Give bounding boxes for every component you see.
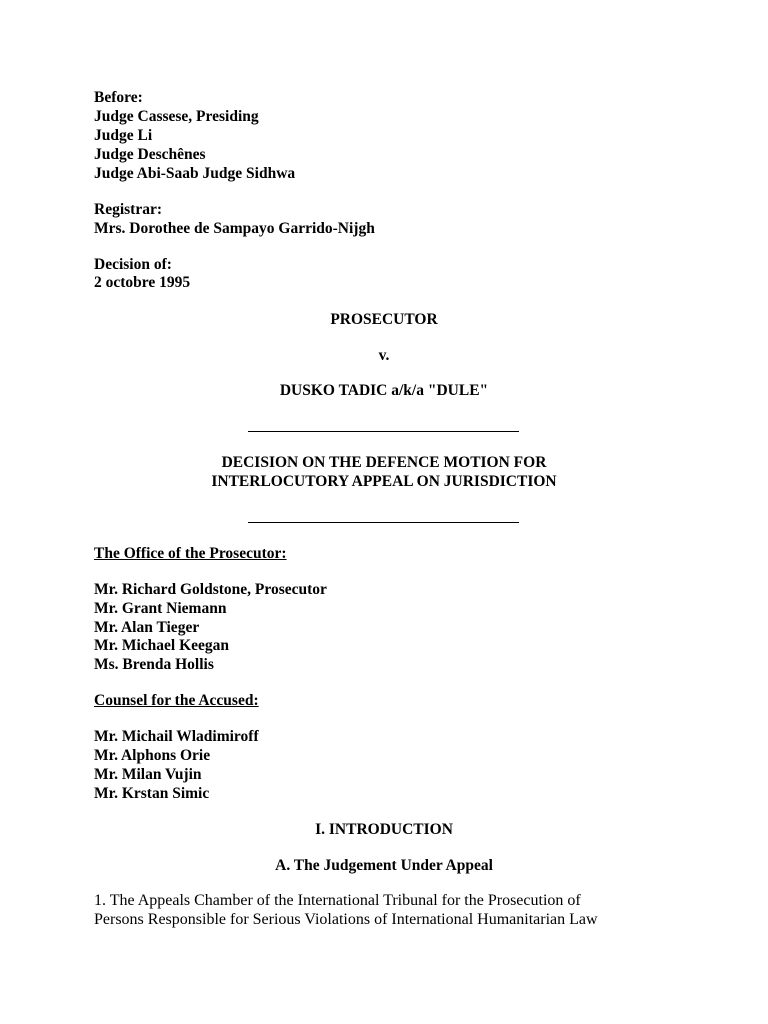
decision-title-line1: DECISION ON THE DEFENCE MOTION FOR [221,454,547,471]
party-prosecutor: PROSECUTOR [330,311,438,328]
prosecution-member: Mr. Grant Niemann [94,600,227,617]
defence-member: Mr. Alphons Orie [94,747,211,764]
party-accused: DUSKO TADIC a/k/a "DULE" [279,382,489,399]
judge-li: Judge Li [94,127,153,144]
prosecution-member: Ms. Brenda Hollis [94,656,214,673]
prosecution-member: Mr. Michael Keegan [94,637,230,654]
judge-deschenes: Judge Deschênes [94,146,206,163]
section-heading: I. INTRODUCTION [315,821,453,838]
divider-bottom [248,522,519,523]
body-paragraph-line2: Persons Responsible for Serious Violations of International Humanitarian Law [94,911,598,928]
judge-presiding: Judge Cassese, Presiding [94,108,259,125]
defence-heading: Counsel for the Accused: [94,692,259,709]
registrar-heading: Registrar: [94,201,162,218]
defence-member: Mr. Krstan Simic [94,785,210,802]
defence-member: Mr. Michail Wladimiroff [94,728,259,745]
decision-date: 2 octobre 1995 [94,274,191,291]
decision-title-line2: INTERLOCUTORY APPEAL ON JURISDICTION [211,473,557,490]
prosecution-member: Mr. Alan Tieger [94,619,200,636]
defence-member: Mr. Milan Vujin [94,766,202,783]
decision-heading: Decision of: [94,256,172,273]
prosecution-heading: The Office of the Prosecutor: [94,545,287,562]
before-heading: Before: [94,89,143,106]
prosecution-member: Mr. Richard Goldstone, Prosecutor [94,581,327,598]
divider-top [248,431,519,432]
judge-abi-saab-sidhwa: Judge Abi-Saab Judge Sidhwa [94,165,296,182]
registrar-name: Mrs. Dorothee de Sampayo Garrido-Nijgh [94,220,375,237]
versus-label: v. [378,347,390,364]
section-subheading: A. The Judgement Under Appeal [275,857,493,874]
body-paragraph-line1: 1. The Appeals Chamber of the International Tribunal for the Prosecution of [94,892,581,909]
